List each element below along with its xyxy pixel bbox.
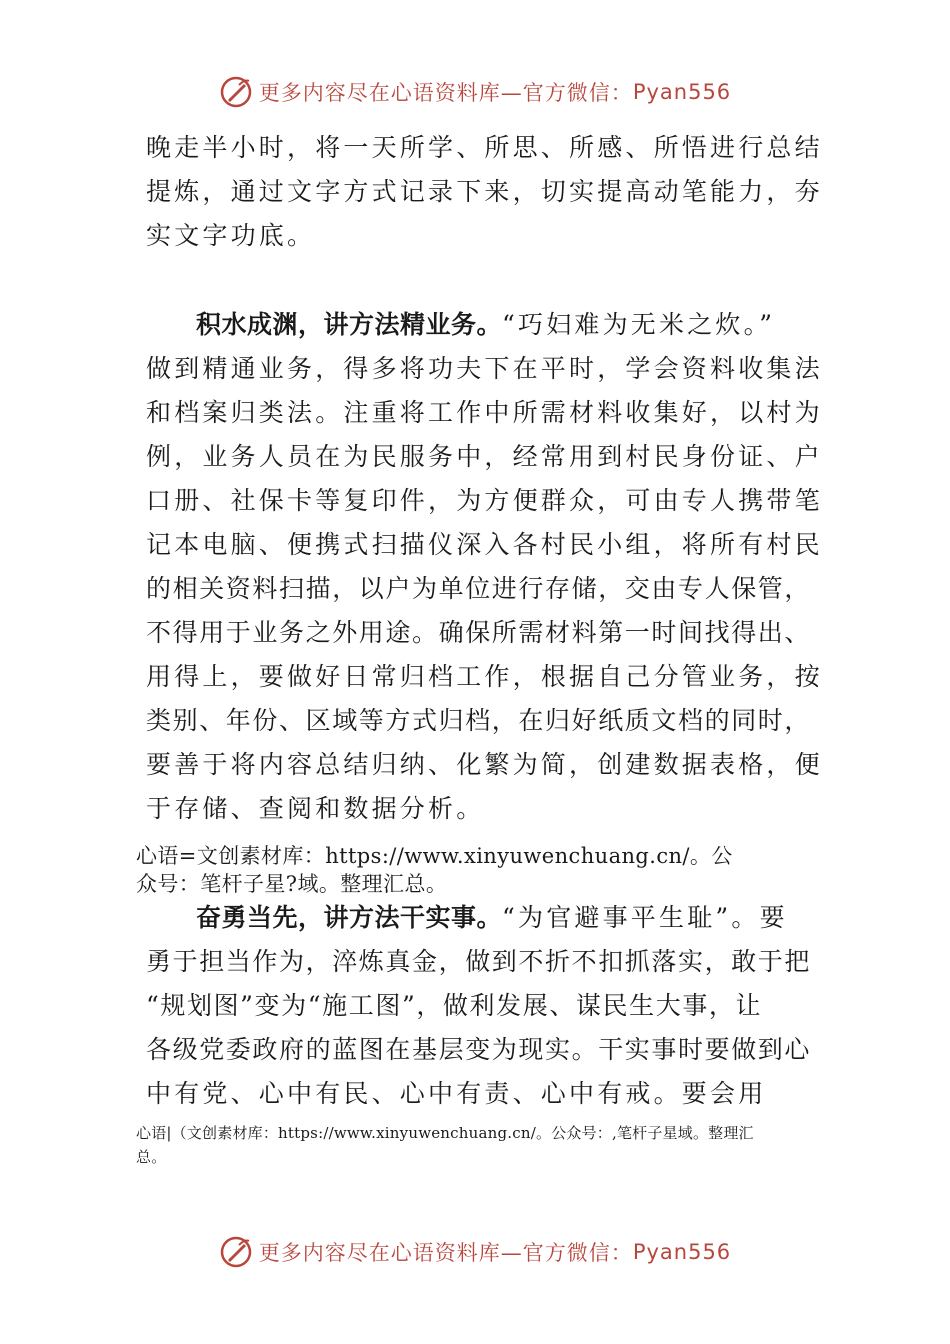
footer-banner xyxy=(0,1232,950,1272)
paragraph1-line: 提炼，通过文字方式记录下来，切实提高动笔能力，夯 xyxy=(146,177,823,206)
source-note-small: 心语|（文创素材库：https://www.xinyuwenchuang.cn/。公众号：,笔杆子星域。整理汇 xyxy=(136,1124,754,1142)
pen-logo-icon xyxy=(219,1235,253,1269)
paragraph1-line: 晚走半小时，将一天所学、所思、所感、所悟进行总结 xyxy=(146,133,823,162)
paragraph2-line: 的相关资料扫描，以户为单位进行存储，交由专人保管， xyxy=(146,574,812,603)
paragraph2-line: 记本电脑、便携式扫描仪深入各村民小组，将所有村民 xyxy=(146,530,823,559)
source-note: 心语=文创素材库：https://www.xinyuwenchuang.cn/。公 xyxy=(136,844,733,868)
paragraph3-line: “规划图”变为“施工图”，做利发展、谋民生大事，让 xyxy=(146,991,763,1020)
paragraph2-line: 用得上，要做好日常归档工作，根据自己分管业务，按 xyxy=(146,662,823,691)
banner-text: 更多内容尽在心语资料库—官方微信： xyxy=(258,1241,633,1265)
paragraph1-line: 实文字功底。 xyxy=(146,221,316,250)
paragraph2-line: 于存储、查阅和数据分析。 xyxy=(146,794,485,823)
paragraph3-line: 各级党委政府的蓝图在基层变为现实。干实事时要做到心 xyxy=(146,1035,812,1064)
paragraph2-heading: 积水成渊，讲方法精业务。 xyxy=(196,310,503,339)
paragraph3-heading: 奋勇当先，讲方法干实事。 xyxy=(196,903,503,932)
paragraph3-quote: “为官避事平生耻”。要 xyxy=(502,903,788,932)
banner-wechat-id: Pyan556 xyxy=(632,80,732,104)
paragraph3-line: 中有党、心中有民、心中有责、心中有戒。要会用 xyxy=(146,1079,767,1108)
paragraph2-first-line xyxy=(196,310,876,340)
paragraph2-quote: “巧妇难为无米之炊。” xyxy=(502,310,776,339)
paragraph2-line: 例，业务人员在为民服务中，经常用到村民身份证、户 xyxy=(146,442,823,471)
paragraph2-line: 和档案归类法。注重将工作中所需材料收集好，以村为 xyxy=(146,398,823,427)
banner-wechat-id: Pyan556 xyxy=(632,1240,732,1264)
banner-text: 更多内容尽在心语资料库—官方微信： xyxy=(258,81,633,105)
source-note: 众号：笔杆子星?域。整理汇总。 xyxy=(136,872,448,896)
paragraph3-first-line xyxy=(196,903,876,933)
pen-logo-icon xyxy=(219,75,253,109)
paragraph2-line: 口册、社保卡等复印件，为方便群众，可由专人携带笔 xyxy=(146,486,823,515)
source-note-small: 总。 xyxy=(136,1148,167,1166)
paragraph2-line: 不得用于业务之外用途。确保所需材料第一时间找得出、 xyxy=(146,618,812,647)
paragraph2-line: 类别、年份、区域等方式归档，在归好纸质文档的同时， xyxy=(146,706,812,735)
header-banner xyxy=(0,72,950,112)
paragraph3-line: 勇于担当作为，淬炼真金，做到不折不扣抓落实，敢于把 xyxy=(146,947,812,976)
paragraph2-line: 要善于将内容总结归纳、化繁为简，创建数据表格，便 xyxy=(146,750,823,779)
paragraph2-line: 做到精通业务，得多将功夫下在平时，学会资料收集法 xyxy=(146,354,823,383)
